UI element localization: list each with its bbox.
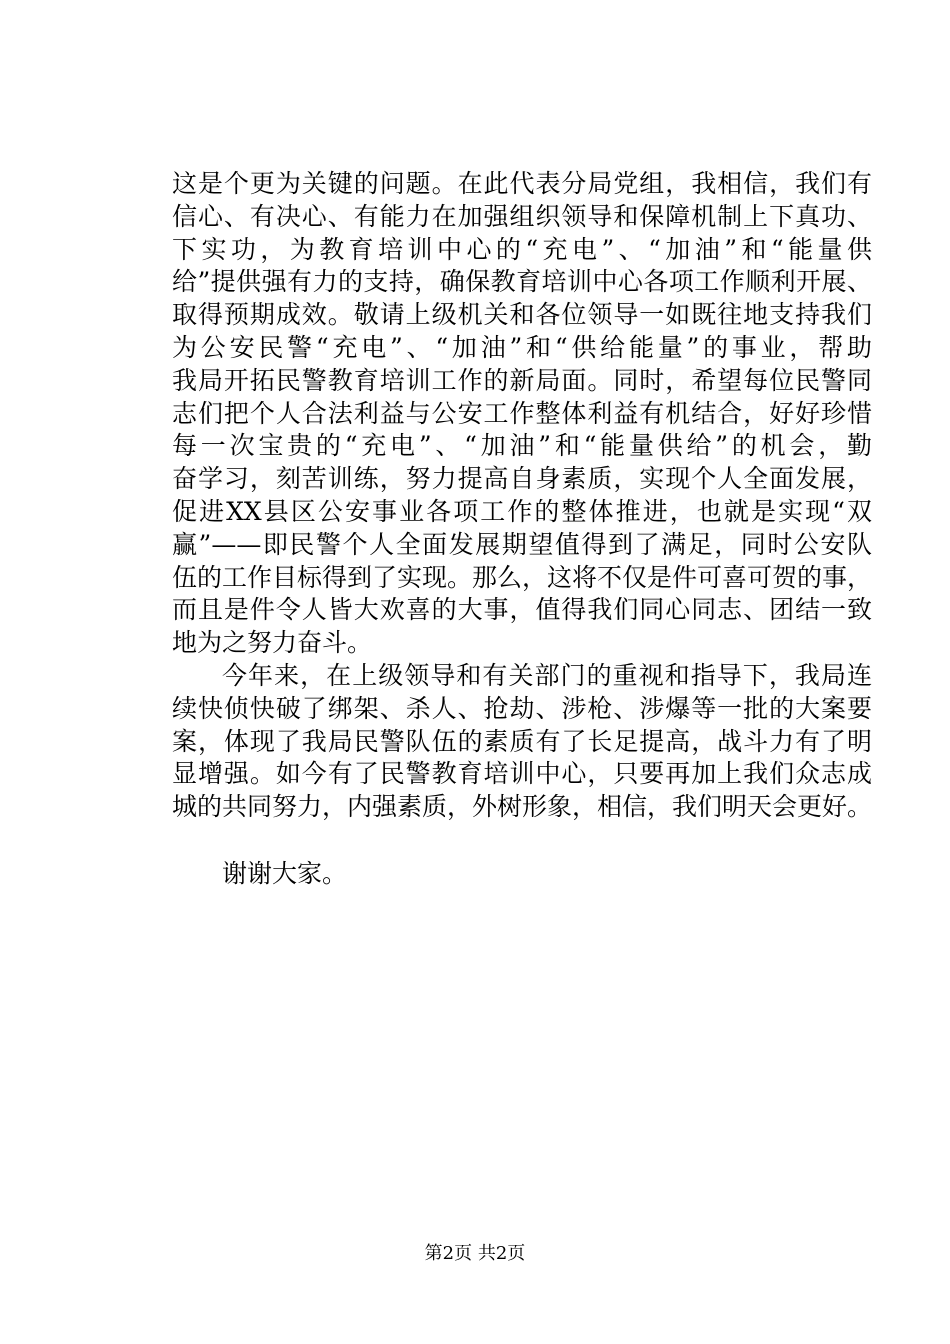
paragraph-gap xyxy=(172,824,872,858)
paragraph-1-line-7: 我局开拓民警教育培训工作的新局面。同时，希望每位民警同 xyxy=(172,365,872,395)
paragraph-1-line-10: 奋学习，刻苦训练，努力提高自身素质，实现个人全面发展， xyxy=(172,464,872,494)
paragraph-2-line-2: 续快侦快破了绑架、杀人、抢劫、涉枪、涉爆等一批的大案要 xyxy=(172,693,872,723)
document-body xyxy=(172,168,872,891)
paragraph-1-line-12: 赢”——即民警个人全面发展期望值得到了满足，同时公安队 xyxy=(172,529,872,559)
paragraph-1-line-11: 促进XX县区公安事业各项工作的整体推进，也就是实现“双 xyxy=(172,496,872,526)
page-number-footer: 第2页 共2页 xyxy=(424,1243,526,1264)
paragraph-1-line-1: 这是个更为关键的问题。在此代表分局党组，我相信，我们有 xyxy=(172,169,872,198)
paragraph-2-line-1: 今年来，在上级领导和有关部门的重视和指导下，我局连 xyxy=(222,660,872,690)
paragraph-1-line-6: 为公安民警“充电”、“加油”和“供给能量”的事业，帮助 xyxy=(172,332,872,362)
paragraph-2-line-5: 城的共同努力，内强素质，外树形象，相信，我们明天会更好。 xyxy=(172,792,873,822)
paragraph-1-line-15: 地为之努力奋斗。 xyxy=(172,628,373,658)
closing-line: 谢谢大家。 xyxy=(222,858,348,888)
paragraph-1-line-13: 伍的工作目标得到了实现。那么，这将不仅是件可喜可贺的事， xyxy=(172,562,873,592)
paragraph-1-line-3: 下实功，为教育培训中心的“充电”、“加油”和“能量供 xyxy=(172,234,872,264)
paragraph-1-line-2: 信心、有决心、有能力在加强组织领导和保障机制上下真功、 xyxy=(172,201,872,231)
paragraph-1-line-8: 志们把个人合法利益与公安工作整体利益有机结合，好好珍惜 xyxy=(172,398,872,428)
paragraph-1-line-5: 取得预期成效。敬请上级机关和各位领导一如既往地支持我们 xyxy=(172,300,872,330)
paragraph-1-line-14: 而且是件令人皆大欢喜的大事，值得我们同心同志、团结一致 xyxy=(172,595,872,625)
paragraph-1-line-4: 给”提供强有力的支持，确保教育培训中心各项工作顺利开展、 xyxy=(172,267,872,297)
paragraph-2-line-4: 显增强。如今有了民警教育培训中心，只要再加上我们众志成 xyxy=(172,759,872,789)
paragraph-1-line-9: 每一次宝贵的“充电”、“加油”和“能量供给”的机会，勤 xyxy=(172,431,872,461)
paragraph-2-line-3: 案，体现了我局民警队伍的素质有了长足提高，战斗力有了明 xyxy=(172,726,872,756)
